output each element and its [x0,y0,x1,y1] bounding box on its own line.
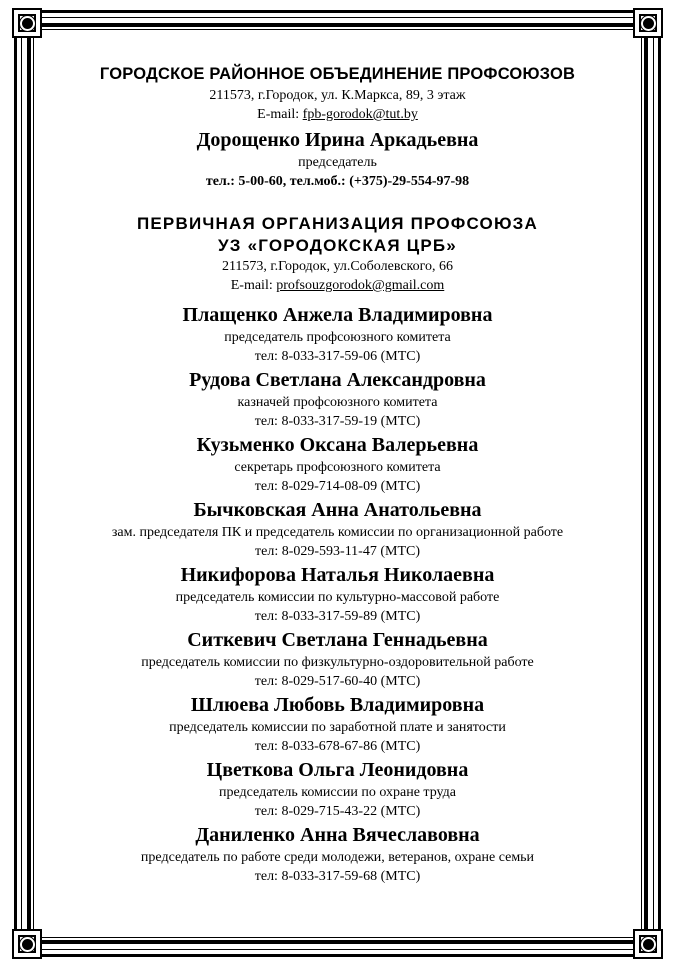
member-name: Шлюева Любовь Владимировна [190,694,485,716]
email-label: E-mail: [257,107,303,122]
member-phone: тел: 8-029-593-11-47 (МТС) [255,544,420,559]
member-role: секретарь профсоюзного комитета [234,460,441,475]
corner-dot-icon [641,16,656,31]
member-role: председатель комиссии по физкультурно-оздоровительной работе [141,655,534,670]
members-list [36,303,639,886]
org-title: ГОРОДСКОЕ РАЙОННОЕ ОБЪЕДИНЕНИЕ ПРОФСОЮЗОВ [99,65,576,83]
member-role: председатель профсоюзного комитета [224,330,451,345]
email-label: E-mail: [230,278,277,293]
document-content [36,62,639,888]
member-phone: тел: 8-029-517-60-40 (МТС) [254,674,421,689]
member-phone: тел: 8-033-317-59-68 (МТС) [254,869,421,884]
org-email-line [36,105,639,124]
chair-role: председатель [298,155,377,170]
member-phone: тел: 8-033-317-59-89 (МТС) [254,609,421,624]
corner-ornament-top-right [633,8,663,38]
member-role: зам. председателя ПК и председатель комиссии по организационной работе [111,525,564,540]
primary-org-address: 211573, г.Городок, ул.Соболевского, 66 [221,259,454,274]
member-name: Рудова Светлана Александровна [189,369,486,391]
member-phone: тел: 8-029-714-08-09 (МТС) [254,479,421,494]
member-entry [36,758,639,821]
member-phone: тел: 8-033-317-59-06 (МТС) [254,349,421,364]
member-name: Кузьменко Оксана Валерьевна [196,434,479,456]
primary-org-title-line1: ПЕРВИЧНАЯ ОРГАНИЗАЦИЯ ПРОФСОЮЗА [136,214,539,233]
member-name: Цветкова Ольга Леонидовна [206,759,469,781]
member-phone: тел: 8-033-678-67-86 (МТС) [254,739,421,754]
org-email-link[interactable]: fpb-gorodok@tut.by [302,107,418,122]
corner-dot-icon [20,937,35,952]
member-role: председатель комиссии по культурно-массовой работе [175,590,500,605]
member-role: казначей профсоюзного комитета [237,395,438,410]
member-role: председатель комиссии по охране труда [219,785,456,800]
chair-name: Дорощенко Ирина Аркадьевна [196,129,479,151]
member-name: Ситкевич Светлана Геннадьевна [187,629,488,651]
member-role: председатель по работе среди молодежи, ветеранов, охране семьи [140,850,535,865]
member-name: Даниленко Анна Вячеславовна [195,824,480,846]
corner-ornament-bottom-left [12,929,42,959]
primary-org-email-line [36,276,639,295]
member-entry [36,303,639,366]
member-entry [36,693,639,756]
corner-dot-icon [641,937,656,952]
member-entry [36,433,639,496]
member-entry [36,498,639,561]
corner-ornament-top-left [12,8,42,38]
member-entry [36,368,639,431]
primary-org-email-link[interactable]: profsouzgorodok@gmail.com [276,278,445,293]
chair-phone: тел.: 5-00-60, тел.моб.: (+375)-29-554-97-98 [205,174,470,189]
corner-dot-icon [20,16,35,31]
corner-ornament-bottom-right [633,929,663,959]
member-entry [36,563,639,626]
member-name: Плащенко Анжела Владимировна [182,304,493,326]
member-role: председатель комиссии по заработной плате и занятости [169,720,506,735]
member-name: Никифорова Наталья Николаевна [180,564,495,586]
member-name: Бычковская Анна Анатольевна [193,499,482,521]
member-entry [36,628,639,691]
org-address: 211573, г.Городок, ул. К.Маркса, 89, 3 этаж [209,88,466,103]
member-entry [36,823,639,886]
member-phone: тел: 8-029-715-43-22 (МТС) [254,804,421,819]
member-phone: тел: 8-033-317-59-19 (МТС) [254,414,421,429]
primary-org-title-line2: УЗ «ГОРОДОКСКАЯ ЦРБ» [218,236,457,255]
